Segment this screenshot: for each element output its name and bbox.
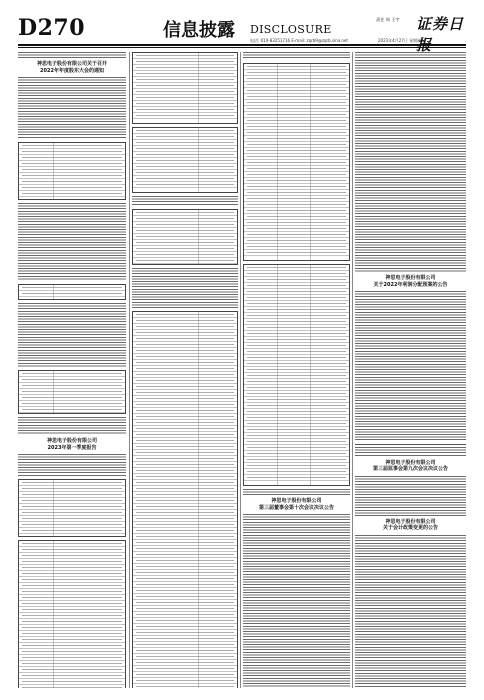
data-table	[18, 479, 126, 537]
header-rule	[18, 44, 466, 46]
announcement-title: 神思电子股份有限公司 关于会计政策变更的公告	[382, 518, 438, 531]
divider	[355, 444, 466, 445]
text-block	[355, 52, 466, 272]
text-block	[355, 447, 466, 457]
column-3	[243, 52, 350, 688]
editor-line: 责任 周 王宇	[376, 17, 400, 22]
text-block	[355, 535, 466, 689]
data-table	[18, 142, 126, 200]
announcement-title: 神思电子股份有限公司 第三届董事会第十次会议决议公告	[258, 498, 334, 511]
section-title: 信息披露	[163, 20, 235, 41]
text-block	[243, 514, 350, 688]
text-block	[18, 52, 126, 58]
data-table	[132, 311, 238, 688]
data-table	[18, 370, 126, 414]
text-block	[243, 52, 350, 60]
text-block	[18, 203, 126, 281]
column-divider	[352, 52, 353, 688]
data-table	[243, 63, 350, 261]
announcement-title: 神思电子股份有限公司 2023年第一季度报告	[46, 438, 97, 451]
text-block	[132, 268, 238, 308]
data-table	[132, 127, 238, 193]
announcement-title: 神思电子股份有限公司 关于2022年利润分配预案的公告	[373, 275, 448, 288]
text-block	[132, 196, 238, 206]
section-title-english: DISCLOSURE	[250, 23, 332, 36]
newspaper-masthead: 证券日	[416, 15, 465, 33]
data-table	[18, 284, 126, 300]
text-block	[18, 77, 126, 139]
text-block	[18, 303, 126, 367]
column-divider	[129, 52, 130, 688]
text-block	[243, 489, 350, 495]
announcement-title: 神思电子股份有限公司关于召开 2022年年度股东大会的通知	[36, 61, 107, 74]
column-1	[18, 52, 126, 688]
text-block	[18, 454, 126, 476]
contact-line: 电话: 010-83251716 E-mail: zqrb9@zqrb.sina.net	[250, 38, 348, 43]
data-table	[243, 264, 350, 486]
data-table	[132, 209, 238, 265]
column-4	[355, 52, 466, 688]
data-table	[18, 540, 126, 688]
issue-date: 2023年4月27日 星期四	[378, 38, 422, 43]
announcement-title: 神思电子股份有限公司 第三届监事会第九次会议决议公告	[372, 459, 448, 472]
text-block	[355, 291, 466, 441]
column-divider	[240, 52, 241, 688]
header-rule-thin	[18, 47, 466, 48]
text-block	[355, 476, 466, 516]
page-number: D270	[18, 15, 86, 41]
text-block	[18, 417, 126, 435]
column-2	[132, 52, 238, 688]
data-table	[132, 52, 238, 124]
page-header	[18, 14, 466, 44]
